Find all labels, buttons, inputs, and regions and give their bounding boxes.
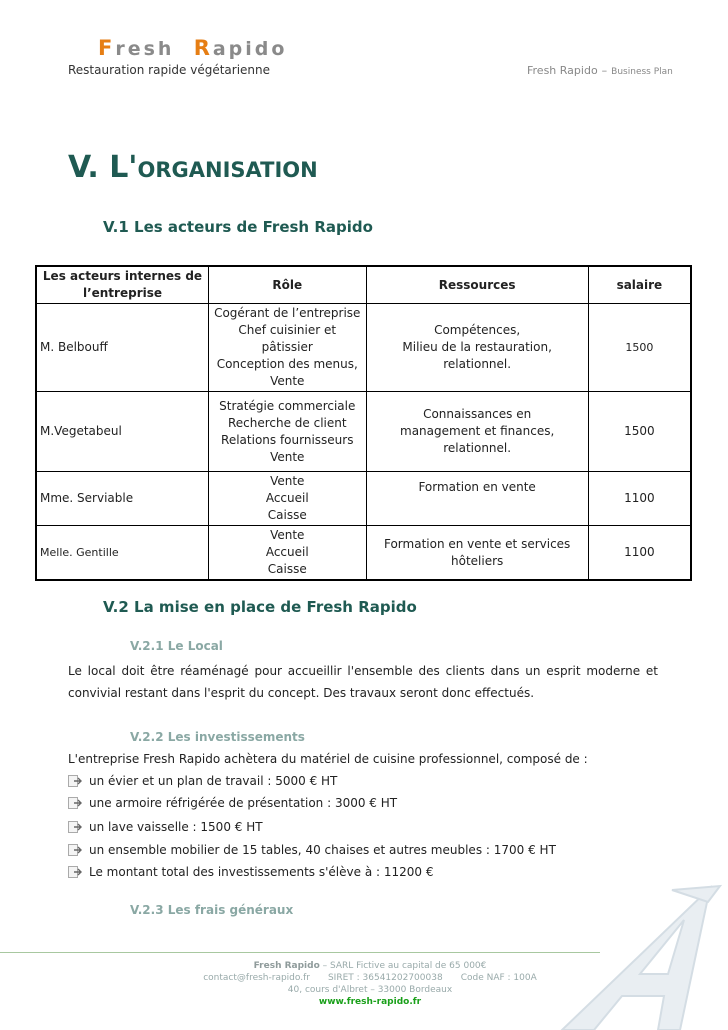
actor-salary: 1500 <box>588 392 691 472</box>
resource-line: relationnel. <box>443 441 512 455</box>
resource-line: Compétences, <box>434 323 521 337</box>
actor-salary: 1100 <box>588 526 691 581</box>
footer-email[interactable]: contact@fresh-rapido.fr <box>203 973 310 983</box>
arrow-bullet-icon <box>68 844 83 856</box>
list-item <box>68 865 433 879</box>
actor-resources <box>366 526 588 581</box>
investments-intro: L'entreprise Fresh Rapido achètera du matériel de cuisine professionnel, composé de : <box>68 752 588 766</box>
table-row <box>36 526 691 581</box>
brand-word-rapido: apido <box>212 38 288 60</box>
brand-letter-f: F <box>98 36 116 60</box>
investment-item: un ensemble mobilier de 15 tables, 40 chaises et autres meubles : 1700 € HT <box>89 843 556 857</box>
actor-name: M.Vegetabeul <box>36 392 208 472</box>
brand-word-fresh: resh <box>115 38 175 60</box>
actor-name: Melle. Gentille <box>36 526 208 581</box>
header-doc-name: Business Plan <box>611 67 673 77</box>
resource-line: Milieu de la restauration, <box>402 340 552 354</box>
role-line: Accueil <box>265 491 309 505</box>
actor-roles <box>208 526 366 581</box>
role-line: Chef cuisinier et pâtissier <box>238 323 337 354</box>
local-title: V.2.1 Le Local <box>130 639 223 653</box>
role-line: Accueil <box>265 545 309 559</box>
role-line: Caisse <box>267 508 307 522</box>
arrow-bullet-icon <box>68 775 83 787</box>
actor-roles <box>208 472 366 526</box>
section-title-text: ORGANISATION <box>137 158 318 182</box>
table-row <box>36 472 691 526</box>
arrow-bullet-icon <box>68 797 83 809</box>
actors-table <box>35 265 692 581</box>
list-item <box>68 774 337 788</box>
footer <box>160 960 580 1008</box>
overheads-title: V.2.3 Les frais généraux <box>130 903 294 917</box>
footer-address: 40, cours d'Albret – 33000 Bordeaux <box>287 985 453 995</box>
resource-line: Formation en vente <box>418 480 536 494</box>
section-number: V. L' <box>68 150 138 185</box>
role-line: Cogérant de l’entreprise <box>214 306 361 320</box>
actor-name: Mme. Serviable <box>36 472 208 526</box>
role-line: Recherche de client <box>227 415 347 430</box>
investment-item: un évier et un plan de travail : 5000 € HT <box>89 774 338 788</box>
header-doc-title <box>527 64 673 77</box>
resource-line: Connaissances en <box>423 407 532 421</box>
list-item <box>68 843 556 857</box>
footer-line-2 <box>160 972 580 984</box>
header-cell-role: Rôle <box>208 266 366 304</box>
footer-company: Fresh Rapido <box>253 961 320 971</box>
header-cell-salary: salaire <box>588 266 691 304</box>
arrow-bullet-icon <box>68 821 83 833</box>
investment-item: un lave vaisselle : 1500 € HT <box>89 820 263 834</box>
role-line: Relations fournisseurs <box>221 432 354 447</box>
section-title <box>68 150 318 185</box>
investment-total: Le montant total des investissements s'élève à : 11200 € <box>89 865 434 879</box>
investments-title: V.2.2 Les investissements <box>130 730 305 744</box>
role-line: Vente <box>270 474 305 488</box>
local-paragraph: Le local doit être réaménagé pour accueillir l'ensemble des clients dans un esprit moderne et convivial restant dans l'esprit du concept. Des travaux seront donc effectués. <box>68 664 658 700</box>
footer-siret: SIRET : 36541202700038 <box>327 973 443 983</box>
footer-legal: – SARL Fictive au capital de 65 000€ <box>322 961 487 971</box>
table-header-row <box>36 266 691 304</box>
footer-divider <box>0 952 600 953</box>
actor-salary: 1500 <box>588 304 691 392</box>
resource-line: hôteliers <box>451 553 504 568</box>
table-row <box>36 304 691 392</box>
actor-resources <box>366 392 588 472</box>
brand-logo <box>98 36 287 60</box>
subsection-setup-title: V.2 La mise en place de Fresh Rapido <box>103 598 417 616</box>
header-separator: – <box>601 64 608 77</box>
subsection-actors-title: V.1 Les acteurs de Fresh Rapido <box>103 218 373 236</box>
actor-resources <box>366 472 588 526</box>
resource-line: Formation en vente et services <box>383 536 571 551</box>
role-line: Vente <box>270 449 305 464</box>
role-line: Caisse <box>267 562 307 576</box>
actor-salary: 1100 <box>588 472 691 526</box>
resource-line: management et finances, <box>400 424 555 438</box>
actor-resources <box>366 304 588 392</box>
header-cell-resources: Ressources <box>366 266 588 304</box>
table-row <box>36 392 691 472</box>
role-line: Vente <box>270 374 305 388</box>
role-line: Conception des menus, <box>216 357 358 371</box>
list-item <box>68 796 397 810</box>
brand-subtitle: Restauration rapide végétarienne <box>68 63 271 77</box>
footer-website-link[interactable]: www.fresh-rapido.fr <box>318 997 422 1007</box>
list-item <box>68 820 263 834</box>
resource-line: relationnel. <box>443 357 512 371</box>
footer-line-1 <box>160 960 580 972</box>
actor-roles <box>208 304 366 392</box>
actor-name: M. Belbouff <box>36 304 208 392</box>
watermark-letter-a <box>560 880 728 1030</box>
role-line: Stratégie commerciale <box>219 398 356 413</box>
header-cell-actors: Les acteurs internes de l’entreprise <box>36 266 208 304</box>
role-line: Vente <box>270 528 305 542</box>
arrow-bullet-icon <box>68 866 83 878</box>
brand-letter-r: R <box>193 36 213 60</box>
footer-naf: Code NAF : 100A <box>460 973 537 983</box>
investment-item: une armoire réfrigérée de présentation : 3000 € HT <box>89 796 398 810</box>
header-brand: Fresh Rapido <box>527 64 598 77</box>
actor-roles <box>208 392 366 472</box>
